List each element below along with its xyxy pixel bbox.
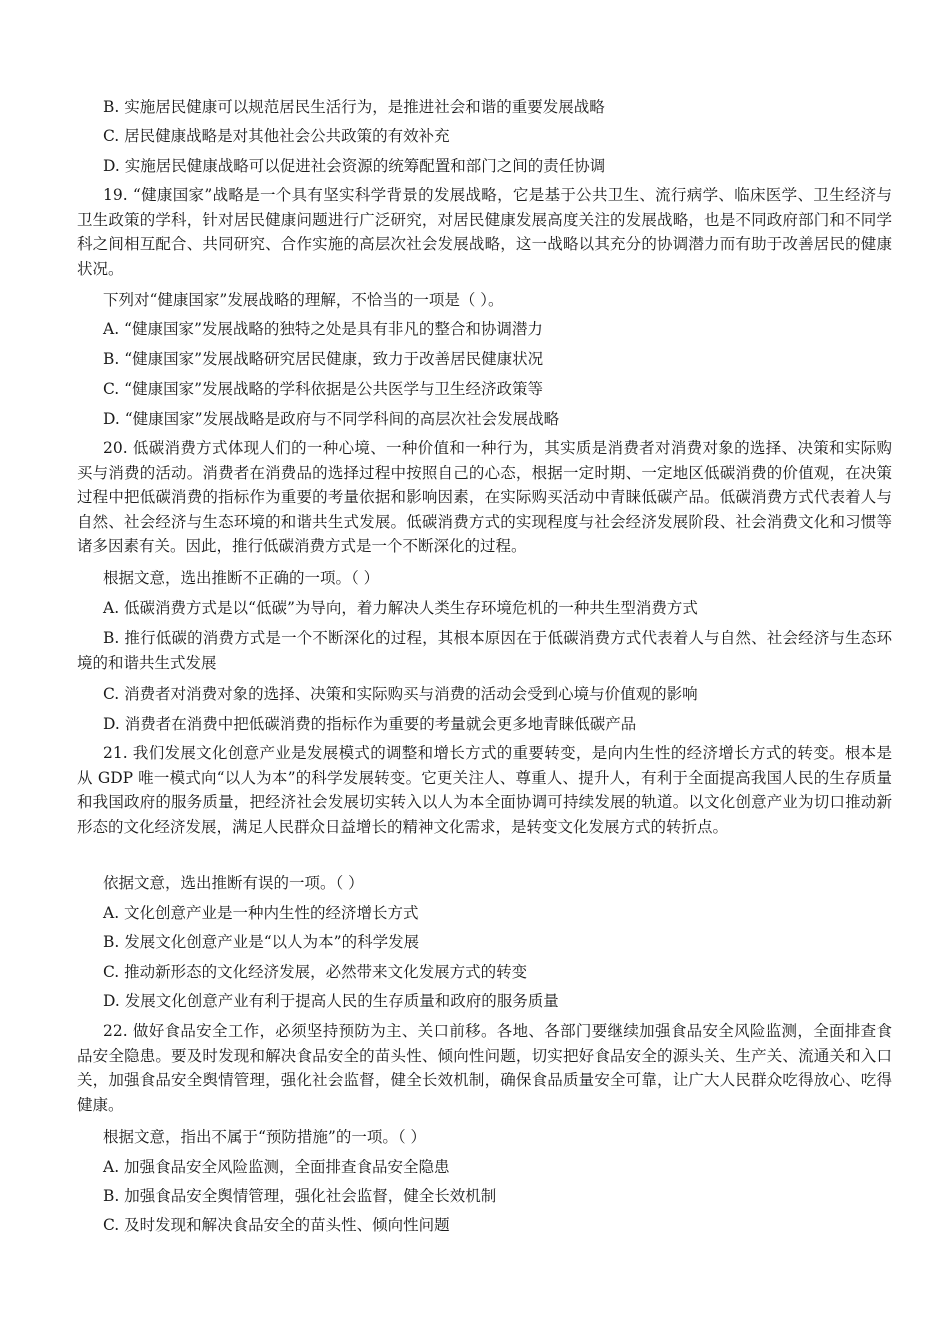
q19-option-b: B. “健康国家”发展战略研究居民健康，致力于改善居民健康状况 bbox=[103, 350, 544, 368]
q21-passage: 21. 我们发展文化创意产业是发展模式的调整和增长方式的重要转变，是向内生性的经济增长方式的转变。根本是从 GDP 唯一模式向“以人为本”的科学发展转变。它更关注人、尊重人、提升人，有利于全面提高我国人民的生存质量和我国政府的服务质量，把经济社会发展切实转入以人为本全面协调可持续发展的轨道。以文化创意产业为切口推动新形态的文化经济发展，满足人民群众日益增长的精神文化需求，是转变文化发展方式的转折点。 bbox=[77, 744, 892, 836]
q21-stem: 依据文意，选出推断有误的一项。（ ） bbox=[103, 874, 364, 892]
q21-option-a: A. 文化创意产业是一种内生性的经济增长方式 bbox=[103, 904, 419, 922]
q19-option-d: D. “健康国家”发展战略是政府与不同学科间的高层次社会发展战略 bbox=[103, 410, 560, 428]
q19-stem: 下列对“健康国家”发展战略的理解，不恰当的一项是（ ）。 bbox=[103, 291, 504, 309]
q22-option-a: A. 加强食品安全风险监测，全面排查食品安全隐患 bbox=[103, 1158, 450, 1176]
q22-option-b: B. 加强食品安全舆情管理，强化社会监督，健全长效机制 bbox=[103, 1187, 497, 1205]
q21-option-d: D. 发展文化创意产业有利于提高人民的生存质量和政府的服务质量 bbox=[103, 992, 559, 1010]
q18-option-c: C. 居民健康战略是对其他社会公共政策的有效补充 bbox=[103, 127, 450, 145]
q19-option-a: A. “健康国家”发展战略的独特之处是具有非凡的整合和协调潜力 bbox=[103, 320, 543, 338]
q20-option-b: B. 推行低碳的消费方式是一个不断深化的过程，其根本原因在于低碳消费方式代表着人与自然、社会经济与生态环境的和谐共生式发展 bbox=[77, 629, 892, 672]
q20-option-d: D. 消费者在消费中把低碳消费的指标作为重要的考量就会更多地青睐低碳产品 bbox=[103, 715, 637, 733]
q21-option-b: B. 发展文化创意产业是“以人为本”的科学发展 bbox=[103, 933, 420, 951]
q21-option-c: C. 推动新形态的文化经济发展，必然带来文化发展方式的转变 bbox=[103, 963, 528, 981]
q18-option-b: B. 实施居民健康可以规范居民生活行为，是推进社会和谐的重要发展战略 bbox=[103, 98, 605, 116]
q19-option-c: C. “健康国家”发展战略的学科依据是公共医学与卫生经济政策等 bbox=[103, 380, 544, 398]
q20-option-a: A. 低碳消费方式是以“低碳”为导向，着力解决人类生存环境危机的一种共生型消费方式 bbox=[103, 599, 698, 617]
q18-option-d: D. 实施居民健康战略可以促进社会资源的统筹配置和部门之间的责任协调 bbox=[103, 157, 606, 175]
q22-passage: 22. 做好食品安全工作，必须坚持预防为主、关口前移。各地、各部门要继续加强食品安全风险监测，全面排查食品安全隐患。要及时发现和解决食品安全的苗头性、倾向性问题，切实把好食品安全的源头关、生产关、流通关和入口关，加强食品安全舆情管理，强化社会监督，健全长效机制，确保食品质量安全可靠，让广大人民群众吃得放心、吃得健康。 bbox=[77, 1022, 892, 1114]
q22-stem: 根据文意，指出不属于“预防措施”的一项。（ ） bbox=[103, 1128, 427, 1146]
q20-option-c: C. 消费者对消费对象的选择、决策和实际购买与消费的活动会受到心境与价值观的影响 bbox=[103, 685, 698, 703]
q22-option-c: C. 及时发现和解决食品安全的苗头性、倾向性问题 bbox=[103, 1216, 450, 1234]
q20-stem: 根据文意，选出推断不正确的一项。（ ） bbox=[103, 569, 380, 587]
q20-passage: 20. 低碳消费方式体现人们的一种心境、一种价值和一种行为，其实质是消费者对消费对象的选择、决策和实际购买与消费的活动。消费者在消费品的选择过程中按照自己的心态，根据一定时期、一定地区低碳消费的价值观，在决策过程中把低碳消费的指标作为重要的考量依据和影响因素，在实际购买活动中青睐低碳产品。低碳消费方式代表着人与自然、社会经济与生态环境的和谐共生式发展。低碳消费方式的实现程度与社会经济发展阶段、社会消费文化和习惯等诸多因素有关。因此，推行低碳消费方式是一个不断深化的过程。 bbox=[77, 439, 892, 555]
q19-passage: 19. “健康国家”战略是一个具有坚实科学背景的发展战略，它是基于公共卫生、流行病学、临床医学、卫生经济与卫生政策的学科，针对居民健康问题进行广泛研究，对居民健康发展高度关注的发展战略，也是不同政府部门和不同学科之间相互配合、共同研究、合作实施的高层次社会发展战略，这一战略以其充分的协调潜力而有助于改善居民的健康状况。 bbox=[77, 186, 892, 278]
